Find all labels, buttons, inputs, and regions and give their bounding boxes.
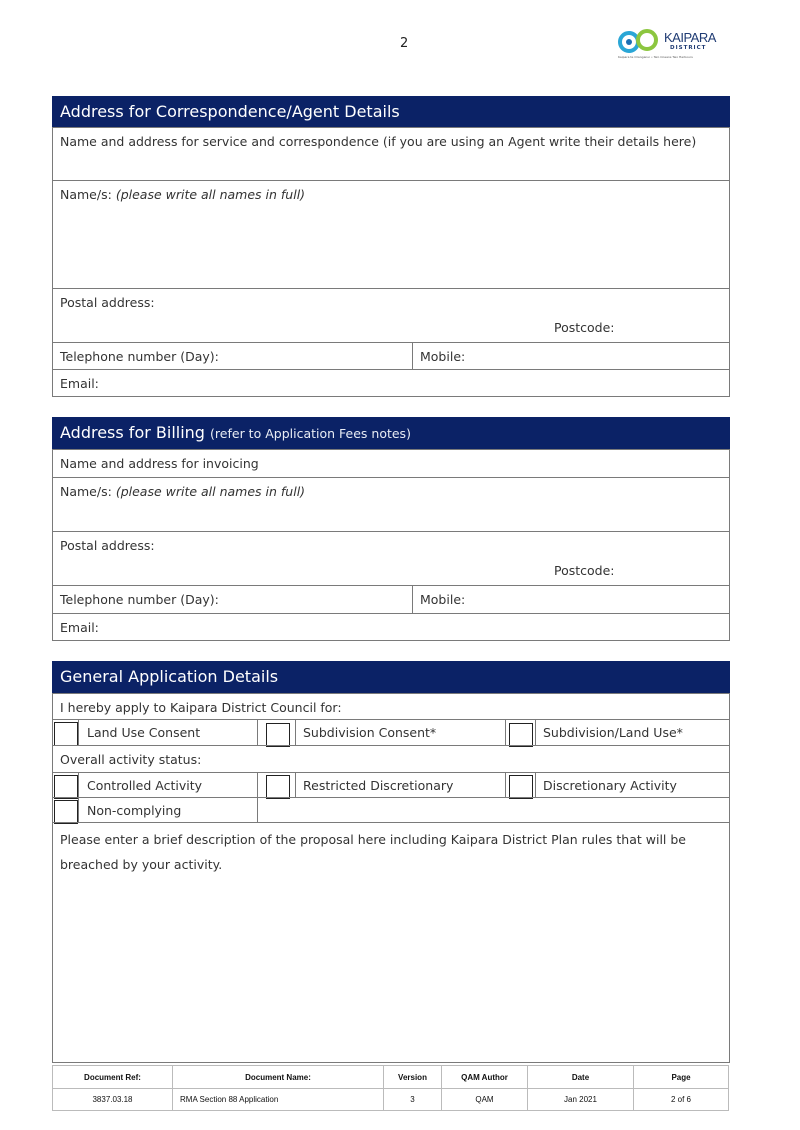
discretionary-checkbox[interactable] xyxy=(509,775,533,799)
non-complying-checkbox[interactable] xyxy=(54,800,78,824)
kaipara-logo: KAIPARA DISTRICT Kaipara te Oranganui • Two Oceans Two Harbours xyxy=(618,30,716,59)
correspondence-mobile-field[interactable]: Mobile: xyxy=(412,342,730,370)
land-use-label: Land Use Consent xyxy=(78,719,258,746)
empty-cell xyxy=(257,797,730,823)
page-number: 2 xyxy=(400,36,409,51)
restricted-discretionary-label: Restricted Discretionary xyxy=(295,772,506,798)
status-label: Overall activity status: xyxy=(52,745,730,773)
postcode-label: Postcode: xyxy=(554,320,615,335)
land-use-checkbox[interactable] xyxy=(54,722,78,746)
apply-label: I hereby apply to Kaipara District Council for: xyxy=(52,693,730,720)
subdivision-land-use-label: Subdivision/Land Use* xyxy=(535,719,730,746)
billing-postal-field[interactable]: Postal address: Postcode: xyxy=(52,531,730,586)
general-header: General Application Details xyxy=(52,661,730,694)
controlled-checkbox[interactable] xyxy=(54,775,78,799)
controlled-label: Controlled Activity xyxy=(78,772,258,798)
postcode-label: Postcode: xyxy=(554,563,615,578)
subdivision-label: Subdivision Consent* xyxy=(295,719,506,746)
restricted-discretionary-checkbox[interactable] xyxy=(266,775,290,799)
correspondence-email-field[interactable]: Email: xyxy=(52,369,730,397)
billing-phone-field[interactable]: Telephone number (Day): xyxy=(52,585,413,614)
correspondence-phone-field[interactable]: Telephone number (Day): xyxy=(52,342,413,370)
subdivision-land-use-checkbox[interactable] xyxy=(509,723,533,747)
correspondence-names-field[interactable]: Name/s: (please write all names in full) xyxy=(52,180,730,289)
subdivision-checkbox[interactable] xyxy=(266,723,290,747)
correspondence-intro: Name and address for service and correspondence (if you are using an Agent write their details here) xyxy=(52,127,730,181)
discretionary-label: Discretionary Activity xyxy=(535,772,730,798)
billing-names-field[interactable]: Name/s: (please write all names in full) xyxy=(52,477,730,532)
billing-email-field[interactable]: Email: xyxy=(52,613,730,641)
correspondence-header: Address for Correspondence/Agent Details xyxy=(52,96,730,128)
description-field[interactable]: Please enter a brief description of the proposal here including Kaipara District Plan rules that will be breached by your activity. xyxy=(52,822,730,1063)
billing-mobile-field[interactable]: Mobile: xyxy=(412,585,730,614)
billing-intro: Name and address for invoicing xyxy=(52,449,730,478)
non-complying-label: Non-complying xyxy=(78,797,258,823)
correspondence-postal-field[interactable]: Postal address: Postcode: xyxy=(52,288,730,343)
logo-swirl-icon xyxy=(618,28,662,54)
form-page: 2 KAIPARA DISTRICT Kaipara te Oranganui • Two Oceans Two Harbours Address for Correspondence/Agent Details Name and address for service and correspondence (if you are using an Agent write their details here) Name/s: (please write all names in full) Postal address: Postcode: Telephone number (Day): Mobile: Email: Address for Billing (refer to Application Fees notes) Name and address for invoicing Name/s: (please write all names in full) Postal address: Postcode: Telephone number (Day): Mobile: Email: General Application Details I hereby apply to Kaipara District Council for: Land Use Consent Subdivision Consent* Subdivision/Land Use* Overall activity status: Controlled Activity Restricted Discretionary Discretionary Activity Non-complying Please enter a brief description of the proposal here including Kaipara District Plan rules that will be breached by your activity. Document Ref: Document Name: Version QAM Author Date Page 3837.03.18 RMA Section 88 Application 3 QAM Jan 2021 2 of 6 xyxy=(0,0,800,1130)
billing-header: Address for Billing (refer to Application Fees notes) xyxy=(52,417,730,450)
